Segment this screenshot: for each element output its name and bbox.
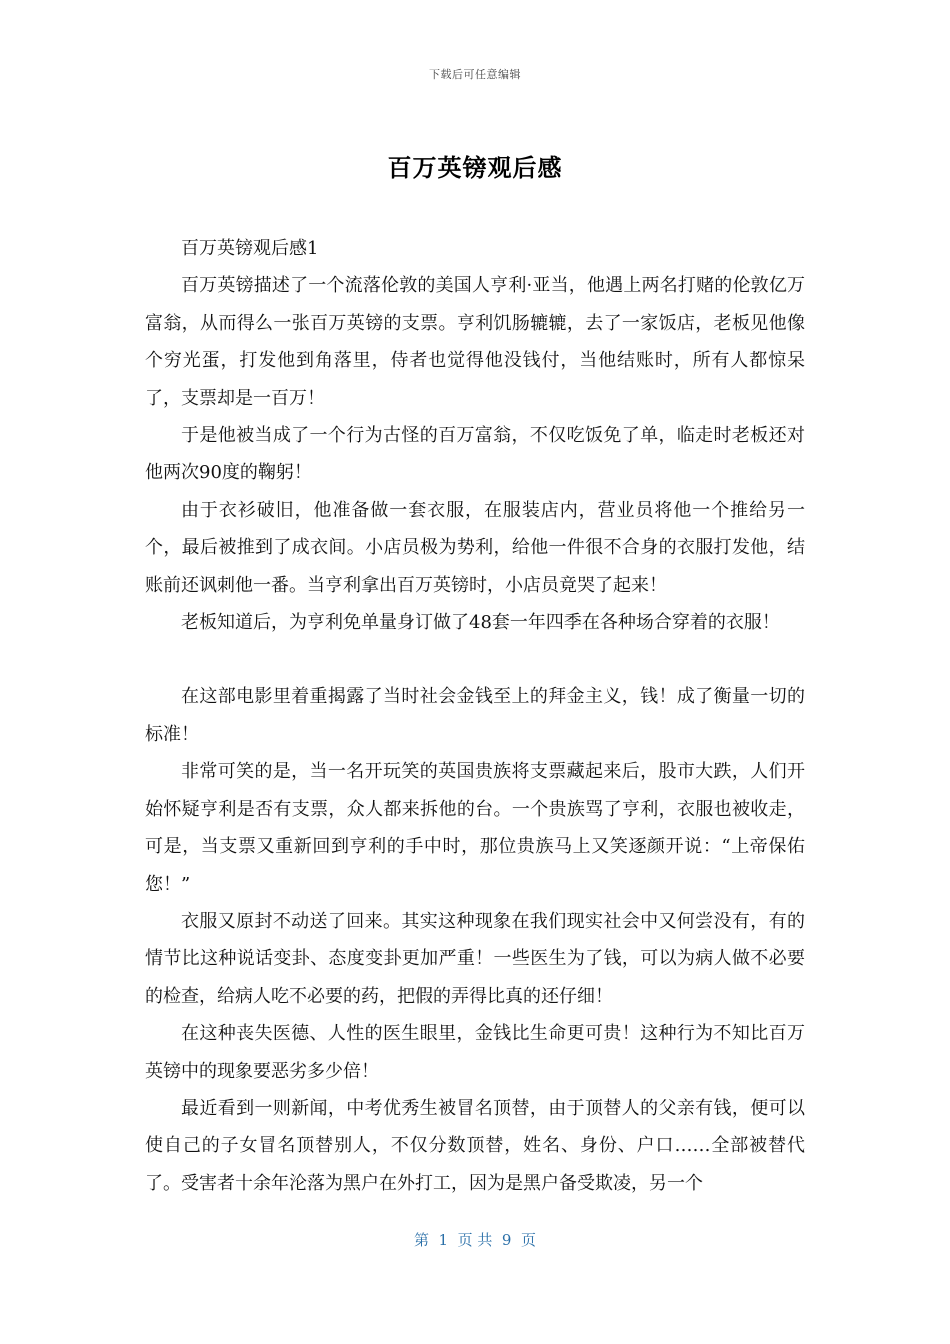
paragraph: 由于衣衫破旧，他准备做一套衣服，在服装店内，营业员将他一个推给另一个，最后被推到了成衣间。小店员极为势利，给他一件很不合身的衣服打发他，结账前还讽刺他一番。当亨利拿出百万英镑时，小店员竟哭了起来！ <box>145 499 805 596</box>
paragraph: 非常可笑的是，当一名开玩笑的英国贵族将支票藏起来后，股市大跌，人们开始怀疑亨利是否有支票，众人都来拆他的台。一个贵族骂了亨利，衣服也被收走，可是，当支票又重新回到亨利的手中时，那位贵族马上又笑逐颜开说：“上帝保佑您！” <box>145 761 805 895</box>
paragraph: 老板知道后，为亨利免单量身订做了48套一年四季在各种场合穿着的衣服！ <box>181 612 780 634</box>
paragraph: 衣服又原封不动送了回来。其实这种现象在我们现实社会中又何尝没有，有的情节比这种说话变卦、态度变卦更加严重！一些医生为了钱，可以为病人做不必要的检查，给病人吃不必要的药，把假的弄得比真的还仔细！ <box>145 910 805 1007</box>
paragraph: 最近看到一则新闻，中考优秀生被冒名顶替，由于顶替人的父亲有钱，便可以使自己的子女冒名顶替别人，不仅分数顶替，姓名、身份、户口……全部被替代了。受害者十余年沦落为黑户在外打工，因为是黑户备受欺凌，另一个 <box>145 1097 805 1194</box>
paragraph-subtitle: 百万英镑观后感1 <box>181 238 319 259</box>
paragraph: 在这种丧失医德、人性的医生眼里，金钱比生命更可贵！这种行为不知比百万英镑中的现象要恶劣多少倍！ <box>145 1023 805 1082</box>
document-title: 百万英镑观后感 <box>387 154 563 182</box>
paragraph: 于是他被当成了一个行为古怪的百万富翁，不仅吃饭免了单，临走时老板还对他两次90度的鞠躬！ <box>145 425 805 484</box>
document-body <box>145 230 805 1202</box>
paragraph: 百万英镑描述了一个流落伦敦的美国人亨利·亚当，他遇上两名打赌的伦敦亿万富翁，从而得么一张百万英镑的支票。亨利饥肠辘辘，去了一家饭店，老板见他像个穷光蛋，打发他到角落里，侍者也觉得他没钱付，当他结账时，所有人都惊呆了，支票却是一百万！ <box>145 275 805 409</box>
paragraph: 在这部电影里着重揭露了当时社会金钱至上的拜金主义，钱！成了衡量一切的标准！ <box>145 686 805 745</box>
page-number: 第 1 页 共 9 页 <box>414 1231 536 1249</box>
header-note: 下载后可任意编辑 <box>429 68 521 81</box>
